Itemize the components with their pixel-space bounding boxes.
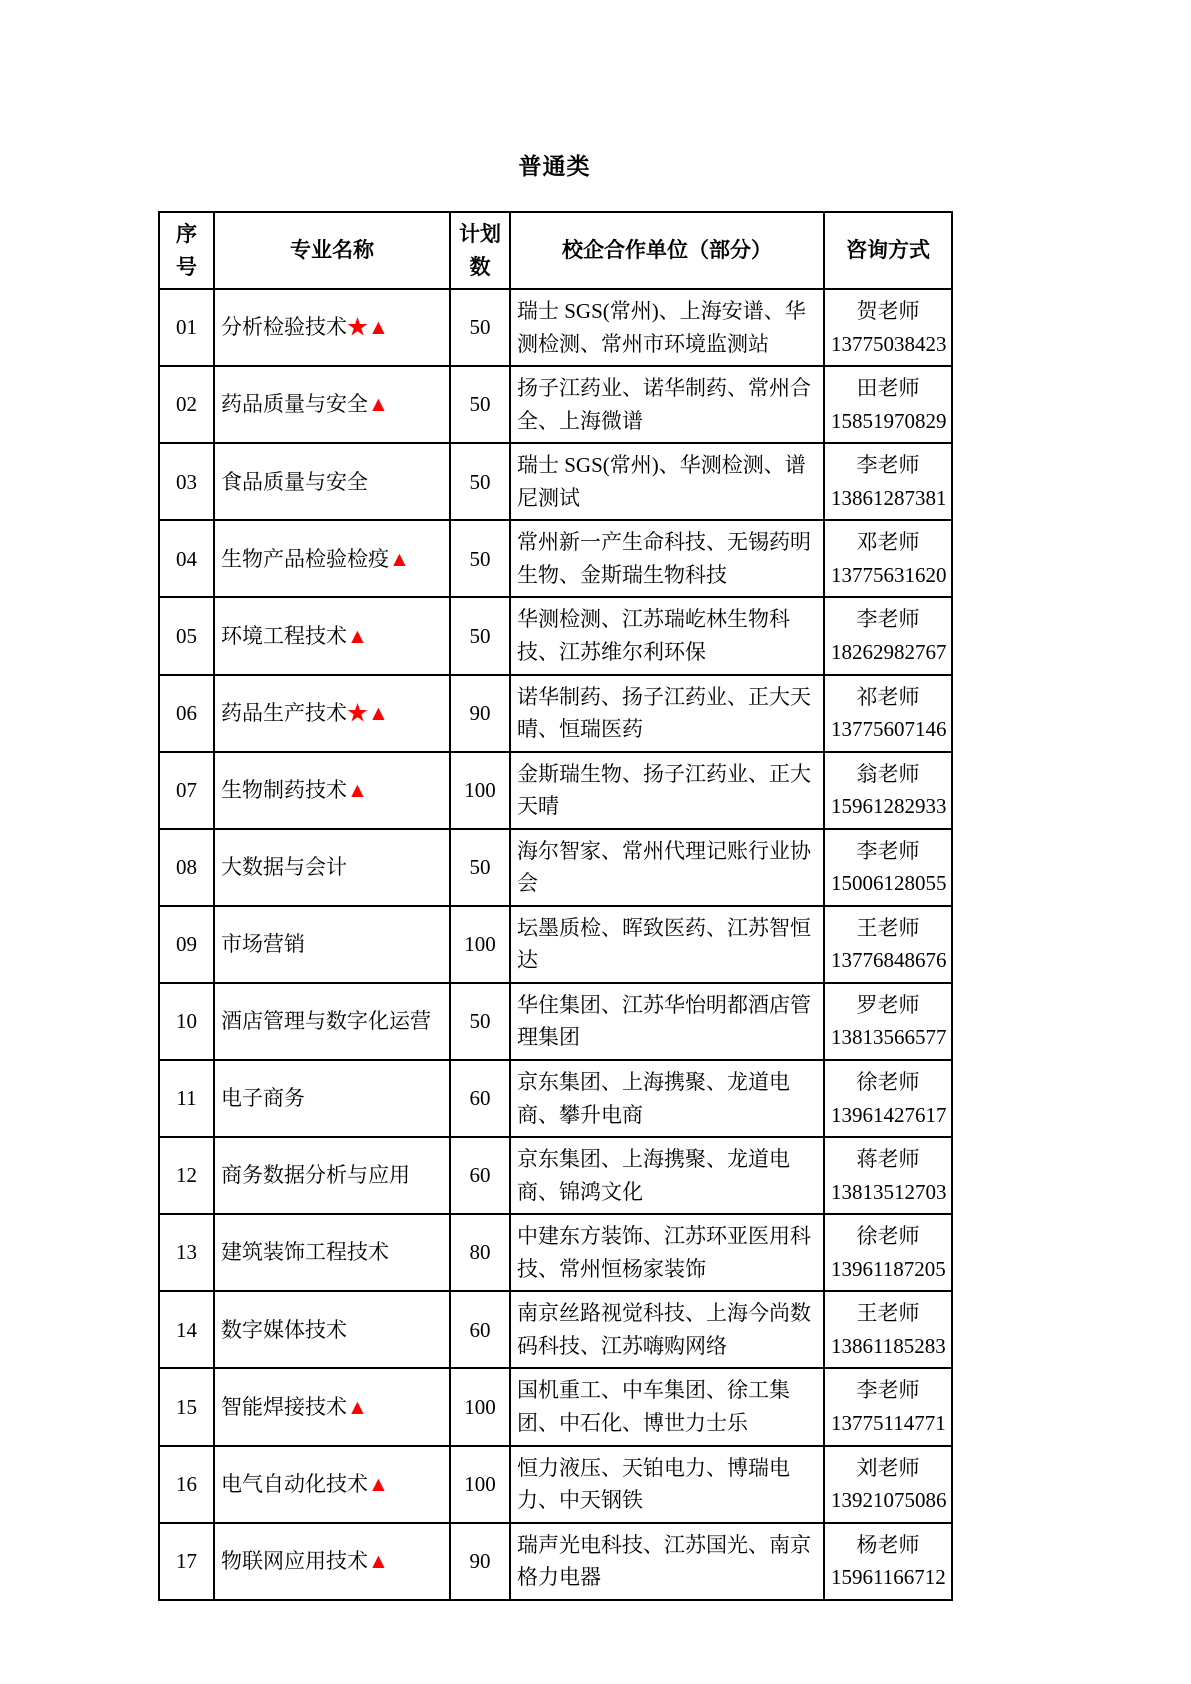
row-number: 08 [176, 855, 197, 880]
contact-cell [824, 289, 952, 366]
plan-count-cell [450, 1291, 510, 1368]
contact-cell [824, 1368, 952, 1445]
plan-count: 50 [469, 546, 491, 571]
plan-count-cell [450, 1137, 510, 1214]
row-number: 11 [176, 1086, 197, 1111]
contact-cell [824, 443, 952, 520]
contact-phone: 15961282933 [831, 794, 947, 819]
table-body [159, 289, 952, 1600]
row-number-cell [159, 752, 214, 829]
major-name-cell [214, 366, 450, 443]
major-name-cell [214, 1137, 450, 1214]
col-header-plan: 计划数 [450, 212, 510, 289]
partners-text: 华住集团、江苏华怡明都酒店管理集团 [517, 992, 811, 1050]
row-number-cell [159, 289, 214, 366]
major-mark-symbols: ▲ [389, 546, 410, 571]
plan-count: 90 [469, 700, 491, 725]
partners-cell [510, 1368, 824, 1445]
contact-name: 李老师 [856, 607, 920, 632]
partners-text: 扬子江药业、诺华制药、常州合全、上海微谱 [517, 376, 811, 433]
table-row [159, 443, 952, 520]
contact-phone: 13861185283 [831, 1333, 946, 1358]
partners-text: 京东集团、上海携聚、龙道电商、攀升电商 [517, 1070, 790, 1127]
table-row [159, 1523, 952, 1600]
partners-cell [510, 675, 824, 752]
plan-count-cell [450, 597, 510, 674]
row-number: 02 [176, 392, 197, 417]
col-header-major: 专业名称 [214, 212, 450, 289]
partners-cell [510, 289, 824, 366]
plan-count-cell [450, 675, 510, 752]
document-page [158, 148, 951, 1601]
partners-cell [510, 1214, 824, 1291]
contact-cell [824, 675, 952, 752]
contact-cell [824, 366, 952, 443]
table-row [159, 289, 952, 366]
row-number: 13 [176, 1240, 197, 1265]
contact-cell [824, 1446, 952, 1523]
partners-cell [510, 1060, 824, 1137]
partners-cell [510, 1291, 824, 1368]
contact-phone: 13775631620 [831, 562, 947, 587]
plan-count-cell [450, 829, 510, 906]
contact-phone: 15851970829 [831, 408, 947, 433]
partners-text: 瑞士 SGS(常州)、上海安谱、华测检测、常州市环境监测站 [517, 299, 806, 356]
major-name: 分析检验技术 [221, 315, 347, 340]
contact-phone: 13961187205 [831, 1256, 946, 1281]
contact-cell [824, 520, 952, 597]
plan-count: 50 [469, 855, 491, 880]
plan-count: 50 [469, 392, 491, 417]
plan-count-cell [450, 289, 510, 366]
table-row [159, 1291, 952, 1368]
partners-text: 京东集团、上海携聚、龙道电商、锦鸿文化 [517, 1147, 790, 1204]
contact-name: 罗老师 [856, 992, 920, 1017]
majors-table [158, 211, 953, 1601]
partners-cell [510, 752, 824, 829]
contact-cell [824, 1214, 952, 1291]
header-row [159, 212, 952, 289]
partners-cell [510, 443, 824, 520]
contact-cell [824, 752, 952, 829]
row-number: 05 [176, 623, 197, 648]
major-name-cell [214, 983, 450, 1060]
partners-cell [510, 1137, 824, 1214]
partners-cell [510, 1523, 824, 1600]
major-name-cell [214, 1368, 450, 1445]
table-row [159, 1137, 952, 1214]
major-name: 电子商务 [221, 1086, 305, 1111]
major-name: 电气自动化技术 [221, 1471, 368, 1496]
major-name: 商务数据分析与应用 [221, 1163, 410, 1188]
major-name-cell [214, 443, 450, 520]
row-number: 16 [176, 1471, 197, 1496]
row-number: 17 [176, 1548, 197, 1573]
major-mark-symbols: ▲ [368, 392, 389, 417]
partners-cell [510, 1446, 824, 1523]
row-number-cell [159, 597, 214, 674]
major-name: 建筑装饰工程技术 [221, 1240, 389, 1265]
contact-cell [824, 829, 952, 906]
partners-text: 诺华制药、扬子江药业、正大天晴、恒瑞医药 [517, 684, 811, 742]
partners-text: 国机重工、中车集团、徐工集团、中石化、博世力士乐 [517, 1378, 790, 1435]
row-number: 10 [176, 1009, 197, 1034]
major-mark-symbols: ▲ [347, 1394, 368, 1419]
plan-count-cell [450, 1060, 510, 1137]
contact-name: 邓老师 [856, 530, 920, 555]
plan-count-cell [450, 752, 510, 829]
row-number-cell [159, 1137, 214, 1214]
row-number-cell [159, 675, 214, 752]
row-number-cell [159, 1214, 214, 1291]
contact-phone: 13775038423 [831, 331, 947, 356]
col-header-no: 序号 [159, 212, 214, 289]
major-name: 智能焊接技术 [221, 1394, 347, 1419]
contact-phone: 15006128055 [831, 871, 947, 896]
major-name: 物联网应用技术 [221, 1548, 368, 1573]
major-mark-symbols: ▲ [347, 777, 368, 802]
major-name-cell [214, 906, 450, 983]
contact-phone: 18262982767 [831, 640, 947, 665]
table-row [159, 983, 952, 1060]
plan-count-cell [450, 983, 510, 1060]
partners-text: 瑞声光电科技、江苏国光、南京格力电器 [517, 1532, 811, 1590]
plan-count: 50 [469, 469, 491, 494]
contact-name: 田老师 [856, 376, 920, 401]
contact-cell [824, 906, 952, 983]
contact-phone: 13776848676 [831, 948, 947, 973]
major-mark-symbols: ▲ [368, 1548, 389, 1573]
contact-phone: 13775114771 [831, 1410, 946, 1435]
table-row [159, 1368, 952, 1445]
partners-text: 瑞士 SGS(常州)、华测检测、谱尼测试 [517, 453, 806, 510]
contact-cell [824, 983, 952, 1060]
plan-count: 100 [464, 932, 496, 957]
table-row [159, 597, 952, 674]
page-title: 普通类 [518, 154, 591, 179]
major-name-cell [214, 675, 450, 752]
partners-text: 华测检测、江苏瑞屹林生物科技、江苏维尔利环保 [517, 607, 790, 665]
row-number: 01 [176, 315, 197, 340]
table-row [159, 1446, 952, 1523]
contact-name: 李老师 [856, 1378, 920, 1403]
major-name: 食品质量与安全 [221, 469, 368, 494]
contact-name: 杨老师 [856, 1532, 920, 1557]
row-number-cell [159, 443, 214, 520]
contact-name: 王老师 [856, 915, 920, 940]
table-row [159, 675, 952, 752]
partners-text: 海尔智家、常州代理记账行业协会 [517, 838, 811, 896]
major-name-cell [214, 289, 450, 366]
major-mark-symbols: ★▲ [347, 315, 389, 340]
row-number: 15 [176, 1394, 197, 1419]
contact-name: 徐老师 [856, 1224, 920, 1249]
major-name-cell [214, 1291, 450, 1368]
contact-name: 刘老师 [856, 1455, 920, 1480]
major-name-cell [214, 520, 450, 597]
contact-name: 李老师 [856, 453, 920, 478]
table-row [159, 1214, 952, 1291]
contact-cell [824, 1137, 952, 1214]
contact-phone: 13861287381 [831, 485, 947, 510]
row-number-cell [159, 829, 214, 906]
major-name: 环境工程技术 [221, 623, 347, 648]
table-row [159, 829, 952, 906]
plan-count: 50 [469, 315, 491, 340]
contact-name: 蒋老师 [856, 1147, 920, 1172]
plan-count: 60 [469, 1317, 491, 1342]
plan-count: 50 [469, 1009, 491, 1034]
plan-count: 100 [464, 777, 496, 802]
row-number-cell [159, 906, 214, 983]
contact-name: 祁老师 [856, 684, 920, 709]
major-name: 酒店管理与数字化运营 [221, 1009, 431, 1034]
major-name-cell [214, 597, 450, 674]
table-header [159, 212, 952, 289]
contact-cell [824, 1060, 952, 1137]
major-name: 数字媒体技术 [221, 1317, 347, 1342]
contact-name: 李老师 [856, 838, 920, 863]
contact-name: 徐老师 [856, 1070, 920, 1095]
major-name-cell [214, 752, 450, 829]
plan-count-cell [450, 1523, 510, 1600]
contact-phone: 13813512703 [831, 1179, 947, 1204]
row-number: 12 [176, 1163, 197, 1188]
partners-cell [510, 906, 824, 983]
plan-count-cell [450, 443, 510, 520]
row-number-cell [159, 1291, 214, 1368]
contact-name: 王老师 [856, 1301, 920, 1326]
contact-phone: 13813566577 [831, 1025, 947, 1050]
contact-name: 翁老师 [856, 761, 920, 786]
plan-count: 60 [469, 1163, 491, 1188]
major-name: 大数据与会计 [221, 855, 347, 880]
plan-count: 60 [469, 1086, 491, 1111]
table-row [159, 520, 952, 597]
partners-cell [510, 366, 824, 443]
table-row [159, 1060, 952, 1137]
partners-text: 金斯瑞生物、扬子江药业、正大天晴 [517, 761, 811, 819]
row-number-cell [159, 520, 214, 597]
row-number: 04 [176, 546, 197, 571]
plan-count: 80 [469, 1240, 491, 1265]
major-mark-symbols: ▲ [347, 623, 368, 648]
col-header-partners: 校企合作单位（部分） [510, 212, 824, 289]
plan-count: 100 [464, 1394, 496, 1419]
partners-cell [510, 829, 824, 906]
row-number-cell [159, 983, 214, 1060]
row-number-cell [159, 1446, 214, 1523]
row-number: 14 [176, 1317, 197, 1342]
row-number-cell [159, 1523, 214, 1600]
partners-cell [510, 597, 824, 674]
major-name-cell [214, 1523, 450, 1600]
plan-count-cell [450, 906, 510, 983]
row-number: 07 [176, 777, 197, 802]
row-number: 06 [176, 700, 197, 725]
major-name: 药品生产技术 [221, 700, 347, 725]
contact-phone: 13961427617 [831, 1102, 947, 1127]
table-row [159, 366, 952, 443]
row-number-cell [159, 1060, 214, 1137]
plan-count-cell [450, 1446, 510, 1523]
row-number: 09 [176, 932, 197, 957]
partners-cell [510, 520, 824, 597]
contact-cell [824, 1291, 952, 1368]
major-name: 生物制药技术 [221, 777, 347, 802]
plan-count: 50 [469, 623, 491, 648]
major-name-cell [214, 829, 450, 906]
contact-phone: 13921075086 [831, 1488, 947, 1513]
contact-cell [824, 597, 952, 674]
col-header-contact: 咨询方式 [824, 212, 952, 289]
contact-cell [824, 1523, 952, 1600]
major-name-cell [214, 1446, 450, 1523]
major-name: 药品质量与安全 [221, 392, 368, 417]
partners-text: 中建东方装饰、江苏环亚医用科技、常州恒杨家装饰 [517, 1224, 811, 1281]
plan-count-cell [450, 1368, 510, 1445]
row-number-cell [159, 366, 214, 443]
major-name-cell [214, 1214, 450, 1291]
major-name-cell [214, 1060, 450, 1137]
partners-text: 常州新一产生命科技、无锡药明生物、金斯瑞生物科技 [517, 530, 811, 587]
row-number: 03 [176, 469, 197, 494]
contact-phone: 13775607146 [831, 717, 947, 742]
plan-count-cell [450, 1214, 510, 1291]
contact-name: 贺老师 [856, 299, 920, 324]
table-row [159, 906, 952, 983]
plan-count: 90 [469, 1548, 491, 1573]
partners-text: 坛墨质检、晖致医药、江苏智恒达 [517, 915, 811, 973]
partners-text: 恒力液压、天铂电力、博瑞电力、中天钢铁 [517, 1455, 790, 1513]
row-number-cell [159, 1368, 214, 1445]
major-name: 市场营销 [221, 932, 305, 957]
contact-phone: 15961166712 [831, 1565, 946, 1590]
plan-count-cell [450, 366, 510, 443]
major-name: 生物产品检验检疫 [221, 546, 389, 571]
plan-count: 100 [464, 1471, 496, 1496]
major-mark-symbols: ★▲ [347, 700, 389, 725]
partners-cell [510, 983, 824, 1060]
partners-text: 南京丝路视觉科技、上海今尚数码科技、江苏嗨购网络 [517, 1301, 811, 1358]
major-mark-symbols: ▲ [368, 1471, 389, 1496]
table-row [159, 752, 952, 829]
plan-count-cell [450, 520, 510, 597]
